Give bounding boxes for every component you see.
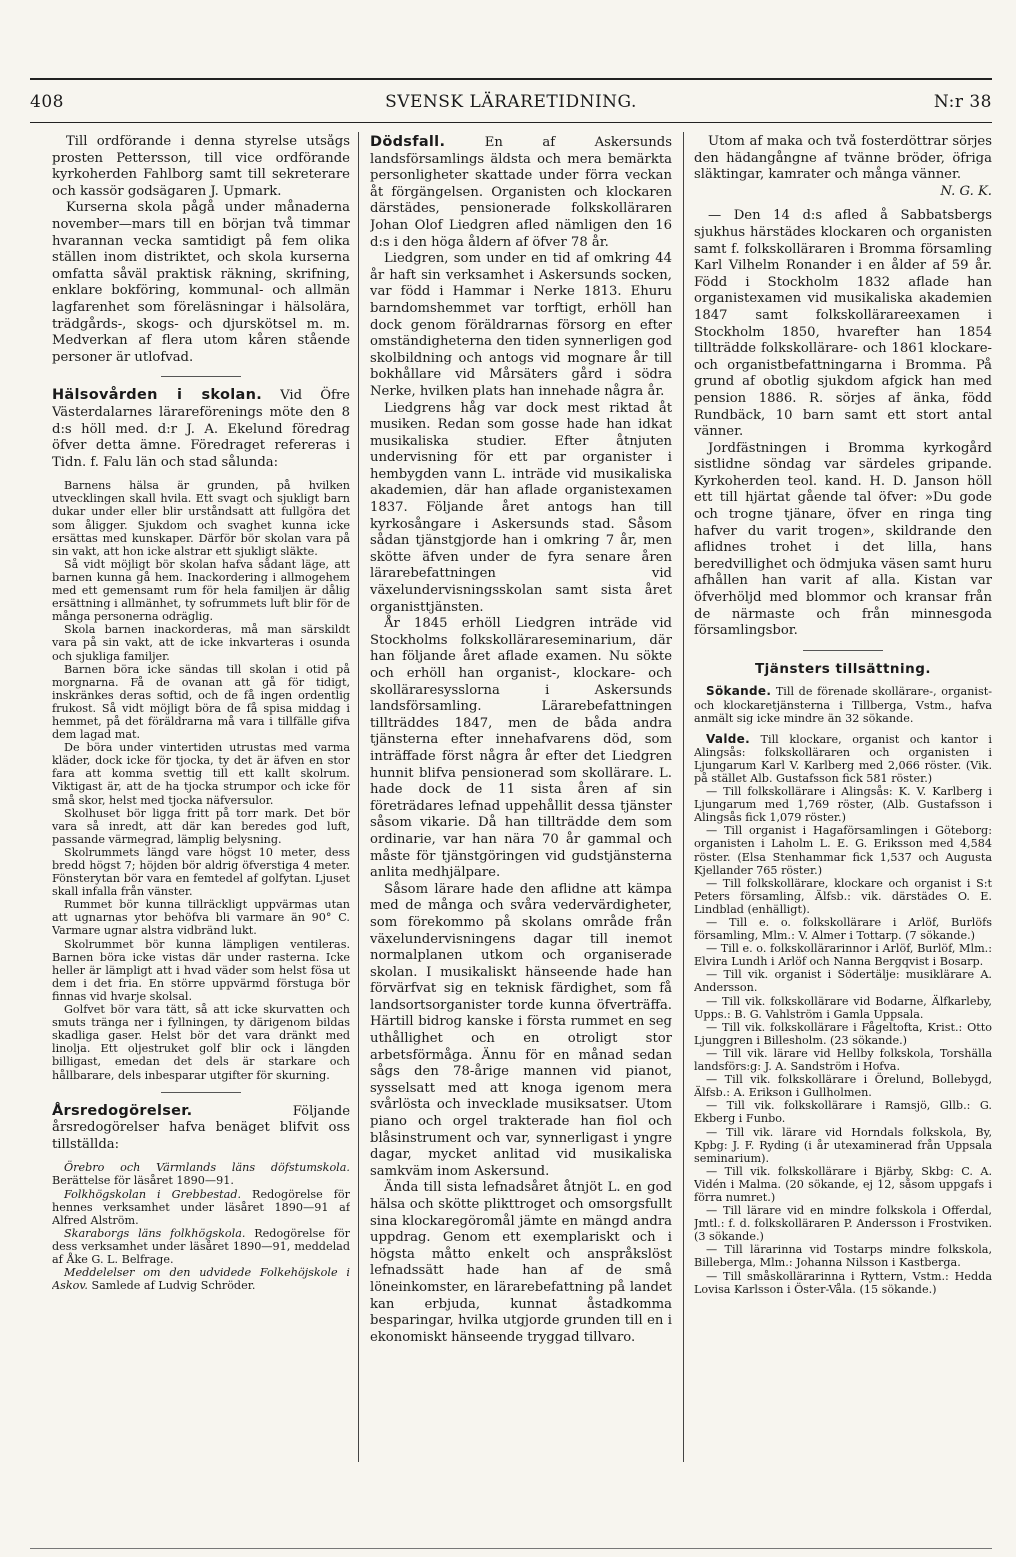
paragraph: Sökande. Till de förenade skollärare-, organist- och klockaretjänsterna i Tillberga, Vstm., hafva anmält sig icke mindre än 32 sökande.: [694, 684, 992, 725]
article-heading: Dödsfall.: [370, 134, 446, 150]
report-list: [52, 1161, 350, 1292]
paragraph: Skola barnen inackorderas, må man särskildt vara på sin vakt, att de icke inkvarteras i osunda och sjukliga familjer.: [52, 623, 350, 663]
separator: [803, 650, 883, 651]
paragraph: — Den 14 d:s afled å Sabbatsbergs sjukhus härstädes klockaren och organisten samt f. folkskolläraren i Bromma församling Karl Vilhelm Ronander i en ålder af 59 år. Född i Stockholm 1832 aflade han organistexamen vid musikaliska akademien 1847 samt folkskollärareexamen i Stockholm 1850, hvarefter han 1854 tillträdde folkskollärare- och 1861 klockare- och organistbefattningarna i Bromma. På grund af obotlig sjukdom afgick han med pension 1886. R. sörjes af änka, född Rundbäck, 10 barn samt ett stort antal vänner.: [694, 208, 992, 440]
separator: [161, 1092, 241, 1093]
list-item: — Till lärarinna vid Tostarps mindre folkskola, Billeberga, Mlm.: Johanna Nilsson i Kastberga.: [694, 1243, 992, 1270]
paragraph: Skolhuset bör ligga fritt på torr mark. Det bör vara så inredt, att där kan beredes god luft, passande värmegrad, lämplig belysning.: [52, 806, 350, 846]
paragraph: Jordfästningen i Bromma kyrkogård sistlidne söndag var särdeles gripande. Kyrkoherden teol. kand. H. D. Janson höll ett till hjärtat gående tal öfver: »Du gode och trogne tjänare, öfver en ringa ting hafver du varit trogen», skildrande den aflidnes trohet i det lilla, hans beredvillighet och ödmjuka väsen samt huru afhållen han varit af alla. Kistan var öfverhöljd med blommor och kransar från de närmaste och från minnesgoda församlingsbor.: [694, 440, 992, 639]
paragraph: Utom af maka och två fosterdöttrar sörjes den hädangångne af tvänne bröder, öfriga släktingar, kamrater och många vänner.: [694, 134, 992, 183]
paragraph: Ända till sista lefnadsåret åtnjöt L. en god hälsa och skötte plikttroget och omsorgsfullt sina klockaregöromål jämte en mängd andra uppdrag. Genom ett exemplariskt och i högsta måtto enkelt och anspråkslöst lefnadssätt hade han af de små löneinkomster, en lärarebefattning på landet kan erbjuda, kunnat åstadkomma besparingar, hvilka utgjorde grunden till en i ekonomiskt hänseende tryggad tillvaro.: [370, 1180, 672, 1345]
list-item: — Till vik. folkskollärare i Fågeltofta, Krist.: Otto Ljunggren i Billesholm. (23 sökande.): [694, 1020, 992, 1047]
paragraph: Golfvet bör vara tätt, så att icke skurvatten och smuts tränga ner i fyllningen, ty därigenom bildas skadliga gaser. Helst bör det vara dränkt med linolja. Ett oljestruket golf blir ock i längden billigast, emedan det dels är starkare och hållbarare, dels inbesparar utgifter för skurning.: [52, 1003, 350, 1082]
paragraph: Skolrummets längd vare högst 10 meter, dess bredd högst 7; höjden bör aldrig öfverstiga 4 meter. Fönsterytan bör vara en femtedel af golfytan. Ljuset skall infalla från vänster.: [52, 845, 350, 899]
list-item: Folkhögskolan i Grebbestad. Redogörelse för hennes verksamhet under läsåret 1890—91 af Alfred Alström.: [52, 1187, 350, 1227]
article-dodsfall: Dödsfall. En af Askersunds landsförsamlings äldsta och mera bemärkta personligheter skattade under förra veckan åt förgängelsen. Organisten och klockaren därstädes, pensionerade folkskolläraren Johan Olof Liedgren afled nämligen den 16 d:s i den höga åldern af öfver 78 år.: [370, 134, 672, 250]
issue-number: N:r 38: [933, 92, 992, 112]
column-3: [694, 134, 992, 1474]
page-header: [30, 88, 992, 118]
paragraph: Barnens hälsa är grunden, på hvilken utvecklingen skall hvila. Ett svagt och sjukligt barn dukar under eller blir urståndsatt att fullgöra det som åligger. Sjukdom och svaghet kunna icke ersättas med kunskaper. Därför bör skolan vara på sin vakt, att hon icke alstrar ett sjukligt släkte.: [52, 479, 350, 558]
paragraph: Till ordförande i denna styrelse utsågs prosten Pettersson, till vice ordförande kyrkoherden Fahlborg samt till sekreterare och kassör godsägaren J. Upmark.: [52, 134, 350, 199]
paragraph: De böra under vintertiden utrustas med varma kläder, dock icke för tjocka, ty det är äfven en stor fara att komma svettig till ett kallt skolrum. Viktigast är, att de ha tjocka strumpor och icke för små skor, helst med tjocka näfversulor.: [52, 741, 350, 807]
article-intro: Vid Öfre Västerdalarnes lärareförenings möte den 8 d:s höll med. d:r J. A. Ekelund föredrag öfver detta ämne. Föredraget refereras i Tidn. f. Falu län och stad sålunda:: [52, 388, 350, 470]
paragraph: Rummet bör kunna tillräckligt uppvärmas utan att ugnarnas ytor behöfva bli varmare än 90° C. Varmare ugnar alstra vidbränd lukt.: [52, 898, 350, 938]
article-intro: Följande årsredogörelser hafva benäget blifvit oss tillställda:: [52, 1103, 350, 1152]
column-2: [370, 134, 672, 1474]
column-1: [52, 134, 350, 1474]
paragraph: Liedgren, som under en tid af omkring 44 år haft sin verksamhet i Askersunds socken, var född i Hammar i Nerke 1813. Ehuru barndomshemmet var torftigt, erhöll han dock genom föräldrarnas försorg en efter omständigheterna den tiden synnerligen god skolbildning och antogs vid mognare år till bokhållare vid Mårsäters gård i södra Nerke, hvilken plats han innehade några år.: [370, 251, 672, 399]
separator: [161, 376, 241, 377]
header-rule: [30, 122, 992, 123]
list-item: — Till organist i Hagaförsamlingen i Göteborg: organisten i Laholm L. E. G. Eriksson med 4,584 röster. (Elsa Stenhammar fick 1,537 och Augusta Kjellander 765 röster.): [694, 824, 992, 877]
list-item: Meddelelser om den udvidede Folkehöjskole i Askov. Samlede af Ludvig Schröder.: [52, 1266, 350, 1293]
article-arsredogorelser: [52, 1103, 350, 1154]
list-item: — Till e. o. folkskollärarinnor i Arlöf, Burlöf, Mlm.: Elvira Lundh i Arlöf och Nanna Bergqvist i Bosarp.: [694, 942, 992, 969]
article-heading: Årsredogörelser.: [52, 1102, 193, 1119]
list-item: — Till vik. folkskollärare vid Bodarne, Älfkarleby, Upps.: B. G. Vahlström i Gamla Uppsala.: [694, 994, 992, 1021]
paragraph: Barnen böra icke sändas till skolan i otid på morgnarna. Få de ovanan att gå för tidigt, inskränkes deras softid, och de få ingen ordentlig frukost. Så vidt möjligt böra de få spisa middag i hemmet, på det föräldrarna må vara i tillfälle gifva dem lagad mat.: [52, 662, 350, 742]
appointments: [694, 685, 992, 1295]
paragraph: Såsom lärare hade den aflidne att kämpa med de många och svåra vedervärdigheter, som förekommo på skolans område från växelundervisningens dagar till inemot normalplanen utkom och organiserade skolan. I musikaliskt hänseende hade han förvärfvat sig en teknisk färdighet, som få landsortsorganister torde kunna öfverträffa. Härtill bidrog kanske i första rummet en seg uthållighet och en otroligt stor arbetsförmåga. Ännu för en månad sedan sågs den 78-årige mannen vid pianot, sysselsatt med att knoga igenom mera svårlösta och invecklade musiksatser. Utom piano och orgel trakterade han fiol och blåsinstrument och var, synnerligast i yngre dagar, mycket anlitad vid musikaliska samkväm inom Askersund.: [370, 881, 672, 1179]
list-item: — Till vik. folkskollärare i Örelund, Bollebygd, Älfsb.: A. Erikson i Gullholmen.: [694, 1073, 992, 1100]
list-item: — Till vik. organist i Södertälje: musiklärare A. Andersson.: [694, 968, 992, 995]
publication-title: SVENSK LÄRARETIDNING.: [385, 92, 637, 112]
column-divider: [683, 132, 684, 1462]
signature: N. G. K.: [940, 183, 992, 199]
paragraph: Så vidt möjligt bör skolan hafva sådant läge, att barnen kunna gå hem. Inackordering i allmogehem med ett gemensamt rum för hela familjen är dålig ersättning i allmänhet, ty sofrummets luft blir för de många personerna odräglig.: [52, 557, 350, 624]
list-item: — Till vik. lärare vid Horndals folkskola, By, Kpbg: J. F. Ryding (i år utexaminerad från Uppsala seminarium).: [694, 1125, 992, 1165]
column-divider: [358, 132, 359, 1462]
paragraph: Skolrummet bör kunna lämpligen ventileras. Barnen böra icke vistas där under rasterna. Icke heller är lämpligt att i hvad väder som helst fösa ut dem i det fria. En större uppvärmd förstuga bör finnas vid hvarje skolsal.: [52, 937, 350, 1003]
page-number: 408: [30, 92, 64, 112]
paragraph: Valde. Till klockare, organist och kantor i Alingsås: folkskolläraren och organisten i Ljungarum Karl V. Karlberg med 2,066 röster. (Vik. på stället Alb. Gustafsson fick 581 röster.): [694, 731, 992, 785]
paragraph: Liedgrens håg var dock mest riktad åt musiken. Redan som gosse hade han idkat musikaliska studier. Efter åtnjuten undervisning för ett par organister i hembygden vann L. inträde vid musikaliska akademien, där han aflade organistexamen 1837. Följande året antogs han till kyrkosångare i Askersunds stad. Såsom sådan tjänstgjorde han i omkring 7 år, men skötte äfven under de fyra senare åren lärarebefattningen vid växelundervisningsskolan samt sista året organisttjänsten.: [370, 400, 672, 615]
section-title: Tjänsters tillsättning.: [754, 660, 932, 677]
top-rule: [30, 78, 992, 80]
list-item: Örebro och Värmlands läns döfstumskola. Berättelse för läsåret 1890—91.: [52, 1161, 350, 1188]
list-item: — Till folkskollärare, klockare och organist i S:t Peters församling, Älfsb.: vik. därstädes O. E. Lindblad (enhälligt).: [694, 876, 992, 916]
article-heading: Hälsovården i skolan.: [52, 387, 263, 404]
list-item: — Till vik. lärare vid Hellby folkskola, Torshälla landsförs:g: J. A. Sandström i Hofva.: [694, 1046, 992, 1074]
list-item: — Till e. o. folkskollärare i Arlöf, Burlöfs församling, Mlm.: V. Almer i Tottarp. (7 sökande.): [694, 916, 992, 943]
list-item: — Till småskollärarinna i Ryttern, Vstm.: Hedda Lovisa Karlsson i Öster-Våla. (15 sökande.): [694, 1269, 992, 1296]
article-halsovarden: [52, 387, 350, 471]
paragraph: År 1845 erhöll Liedgren inträde vid Stockholms folkskollärareseminarium, där han följande året aflade examen. Nu sökte och erhöll han organist-, klockare- och skolläraresysslorna i Askersunds landsförsamling. Lärarebefattningen tillträddes 1847, men de båda andra tjänsterna efter innehafvarens död, som inträffade först några år efter det Liedgren hunnit blifva pensionerad som skollärare. L. hade dock de 11 sista åren af sin företrädares lefnad uppehållit dessa tjänster såsom vikarie. Då han tillträdde dem som ordinarie, var han nära 70 år gammal och måste för tjänstgöringen vid gudstjänsterna anlita medhjälpare.: [370, 616, 672, 881]
bottom-rule: [30, 1548, 992, 1549]
list-item: — Till lärare vid en mindre folkskola i Offerdal, Jmtl.: f. d. folkskolläraren P. Andersson i Frostviken. (3 sökande.): [694, 1204, 992, 1244]
lecture-summary: [52, 479, 350, 1081]
paragraph: Kurserna skola pågå under månaderna november—mars till en början två timmar hvarannan vecka samtidigt på fem olika ställen inom distriktet, och skola kurserna omfatta såväl praktisk räkning, skrifning, enklare bokföring, kommunal- och allmän lagfarenhet som föreläsningar i hälsolära, trädgårds-, skogs- och djurskötsel m. m. Medverkan af flera utom kåren stående personer är utlofvad.: [52, 200, 350, 365]
list-item: — Till vik. folkskollärare i Ramsjö, Gllb.: G. Ekberg i Funbo.: [694, 1099, 992, 1126]
list-item: Skaraborgs läns folkhögskola. Redogörelse för dess verksamhet under läsåret 1890—91, meddelad af Åke G. L. Belfrage.: [52, 1226, 350, 1267]
list-item: — Till vik. folkskollärare i Bjärby, Skbg: C. A. Vidén i Malma. (20 sökande, ej 12, såsom uppgafs i förra numret.): [694, 1164, 992, 1204]
list-item: — Till folkskollärare i Alingsås: K. V. Karlberg i Ljungarum med 1,769 röster, (Alb. Gustafsson i Alingsås fick 1,079 röster.): [694, 785, 992, 825]
